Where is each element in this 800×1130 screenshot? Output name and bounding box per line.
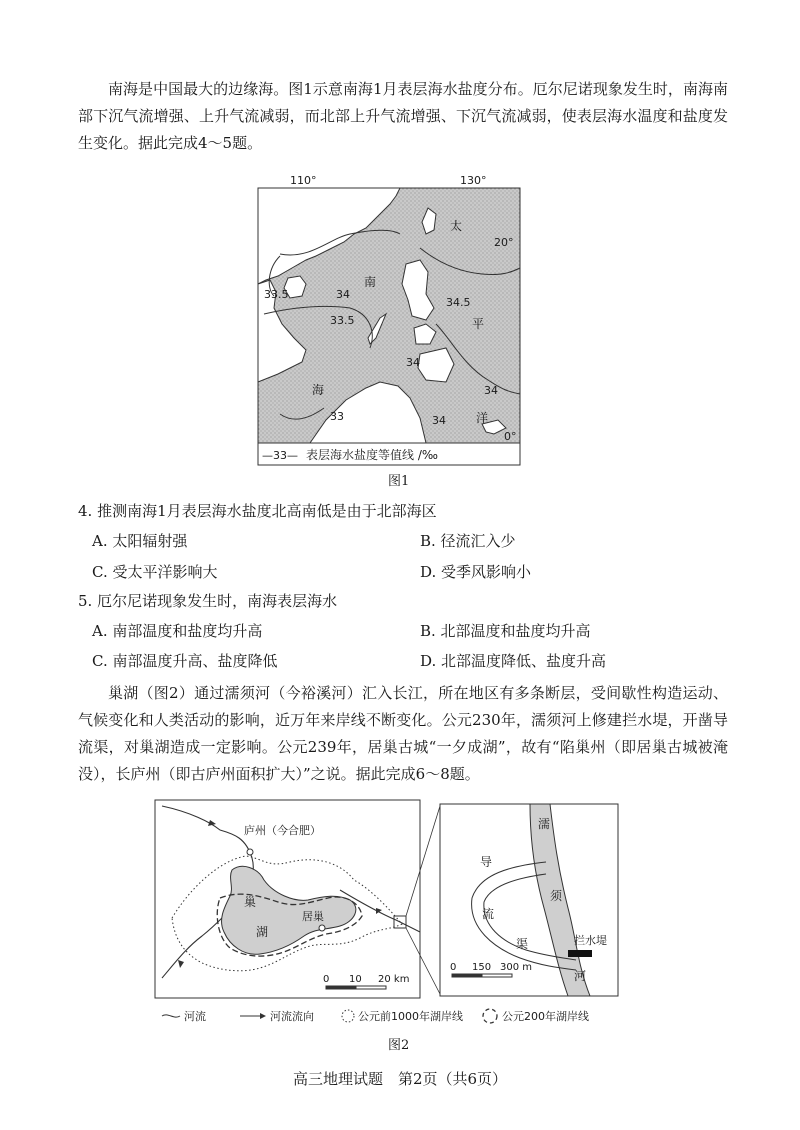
scale-bar-left-fill bbox=[326, 986, 356, 989]
scale-right-150: 150 bbox=[472, 962, 492, 973]
legend-200ad-symbol bbox=[483, 1009, 497, 1023]
place-nan: 南 bbox=[364, 275, 377, 289]
q5-option-c[interactable]: C. 南部温度升高、盐度降低 bbox=[92, 652, 278, 670]
inset-char: 导 bbox=[480, 855, 493, 869]
dam-marker bbox=[568, 950, 592, 957]
inset-char: 濡 bbox=[538, 817, 551, 831]
question-4-stem: 4. 推测南海1月表层海水盐度北高南低是由于北部海区 bbox=[78, 502, 437, 520]
q4-option-d[interactable]: D. 受季风影响小 bbox=[420, 563, 532, 581]
place-tai: 太 bbox=[450, 219, 463, 233]
q4-option-a[interactable]: A. 太阳辐射强 bbox=[92, 532, 188, 550]
contour-label: 34 bbox=[432, 414, 446, 427]
figure-2-map bbox=[150, 798, 630, 1030]
scale-left-20: 20 km bbox=[378, 974, 410, 985]
scale-left-10: 10 bbox=[349, 974, 362, 985]
contour-label: 33.5 bbox=[264, 288, 289, 301]
q4-option-b[interactable]: B. 径流汇入少 bbox=[420, 532, 516, 550]
lon-label-130: 130° bbox=[460, 174, 487, 187]
contour-label: 34.5 bbox=[446, 296, 471, 309]
dam-label: 拦水堤 bbox=[574, 934, 607, 947]
legend-flow: 河流流向 bbox=[270, 1010, 314, 1023]
legend-flow-arrow bbox=[260, 1013, 266, 1019]
legend-symbol: —33— bbox=[262, 449, 298, 462]
luzhou-city-marker bbox=[247, 849, 253, 855]
legend-river-symbol bbox=[162, 1015, 180, 1017]
place-yang: 洋 bbox=[476, 411, 489, 425]
figure-1-map bbox=[250, 168, 530, 468]
legend-1000bc-symbol bbox=[342, 1010, 354, 1022]
q5-option-d[interactable]: D. 北部温度降低、盐度升高 bbox=[420, 652, 607, 670]
legend-200ad: 公元200年湖岸线 bbox=[502, 1010, 589, 1023]
intro-paragraph-1: 南海是中国最大的边缘海。图1示意南海1月表层海水盐度分布。厄尔尼诺现象发生时，南海南部下沉气流增强、上升气流减弱，而北部上升气流增强、下沉气流减弱，使表层海水温度和盐度发生变化。据此完成4～5题。 bbox=[78, 80, 728, 152]
q5-option-b[interactable]: B. 北部温度和盐度均升高 bbox=[420, 622, 591, 640]
inset-char: 渠 bbox=[516, 937, 529, 951]
contour-label: 34 bbox=[336, 288, 350, 301]
juchao-city-marker bbox=[319, 925, 325, 931]
luzhou-label: 庐州（今合肥） bbox=[244, 824, 321, 837]
contour-label: 33 bbox=[330, 410, 344, 423]
land-mindanao bbox=[418, 348, 454, 382]
scale-left-0: 0 bbox=[323, 974, 330, 985]
legend-river: 河流 bbox=[184, 1010, 206, 1023]
contour-label: 34 bbox=[406, 356, 420, 369]
q5-option-a[interactable]: A. 南部温度和盐度均升高 bbox=[92, 622, 263, 640]
lat-label-20: 20° bbox=[494, 236, 514, 249]
inset-char: 流 bbox=[482, 907, 495, 921]
inset-char: 须 bbox=[550, 889, 563, 903]
lat-label-0: 0° bbox=[504, 430, 517, 443]
lake-char-chao: 巢 bbox=[244, 895, 257, 909]
legend-1000bc: 公元前1000年湖岸线 bbox=[358, 1010, 463, 1023]
figure-1-caption: 图1 bbox=[388, 474, 410, 489]
lake-char-hu: 湖 bbox=[256, 925, 269, 939]
q4-option-c[interactable]: C. 受太平洋影响大 bbox=[92, 563, 218, 581]
scale-right-300: 300 m bbox=[500, 962, 533, 973]
place-ping: 平 bbox=[472, 317, 485, 331]
page-footer: 高三地理试题 第2页（共6页） bbox=[292, 1070, 508, 1088]
lon-label-110: 110° bbox=[290, 174, 317, 187]
juchao-label: 居巢 bbox=[302, 910, 324, 923]
contour-label: 34 bbox=[484, 384, 498, 397]
inset-char: 河 bbox=[574, 969, 587, 983]
intro-paragraph-2: 巢湖（图2）通过濡须河（今裕溪河）汇入长江，所在地区有多条断层，受间歇性构造运动、气候变化和人类活动的影响，近万年来岸线不断变化。公元230年，濡须河上修建拦水堤，开凿导流渠，对巢湖造成一定影响。公元239年，居巢古城“一夕成湖”，故有“陷巢州（即居巢古城被淹没），长庐州（即古庐州面积扩大）”之说。据此完成6～8题。 bbox=[78, 684, 728, 783]
contour-label: 33.5 bbox=[330, 314, 355, 327]
question-5-stem: 5. 厄尔尼诺现象发生时，南海表层海水 bbox=[78, 592, 338, 610]
scale-bar-right-fill bbox=[452, 974, 482, 977]
scale-right-0: 0 bbox=[450, 962, 457, 973]
legend-text: 表层海水盐度等值线 /‰ bbox=[306, 448, 438, 462]
place-hai: 海 bbox=[312, 383, 325, 397]
figure-2-caption: 图2 bbox=[388, 1038, 410, 1053]
